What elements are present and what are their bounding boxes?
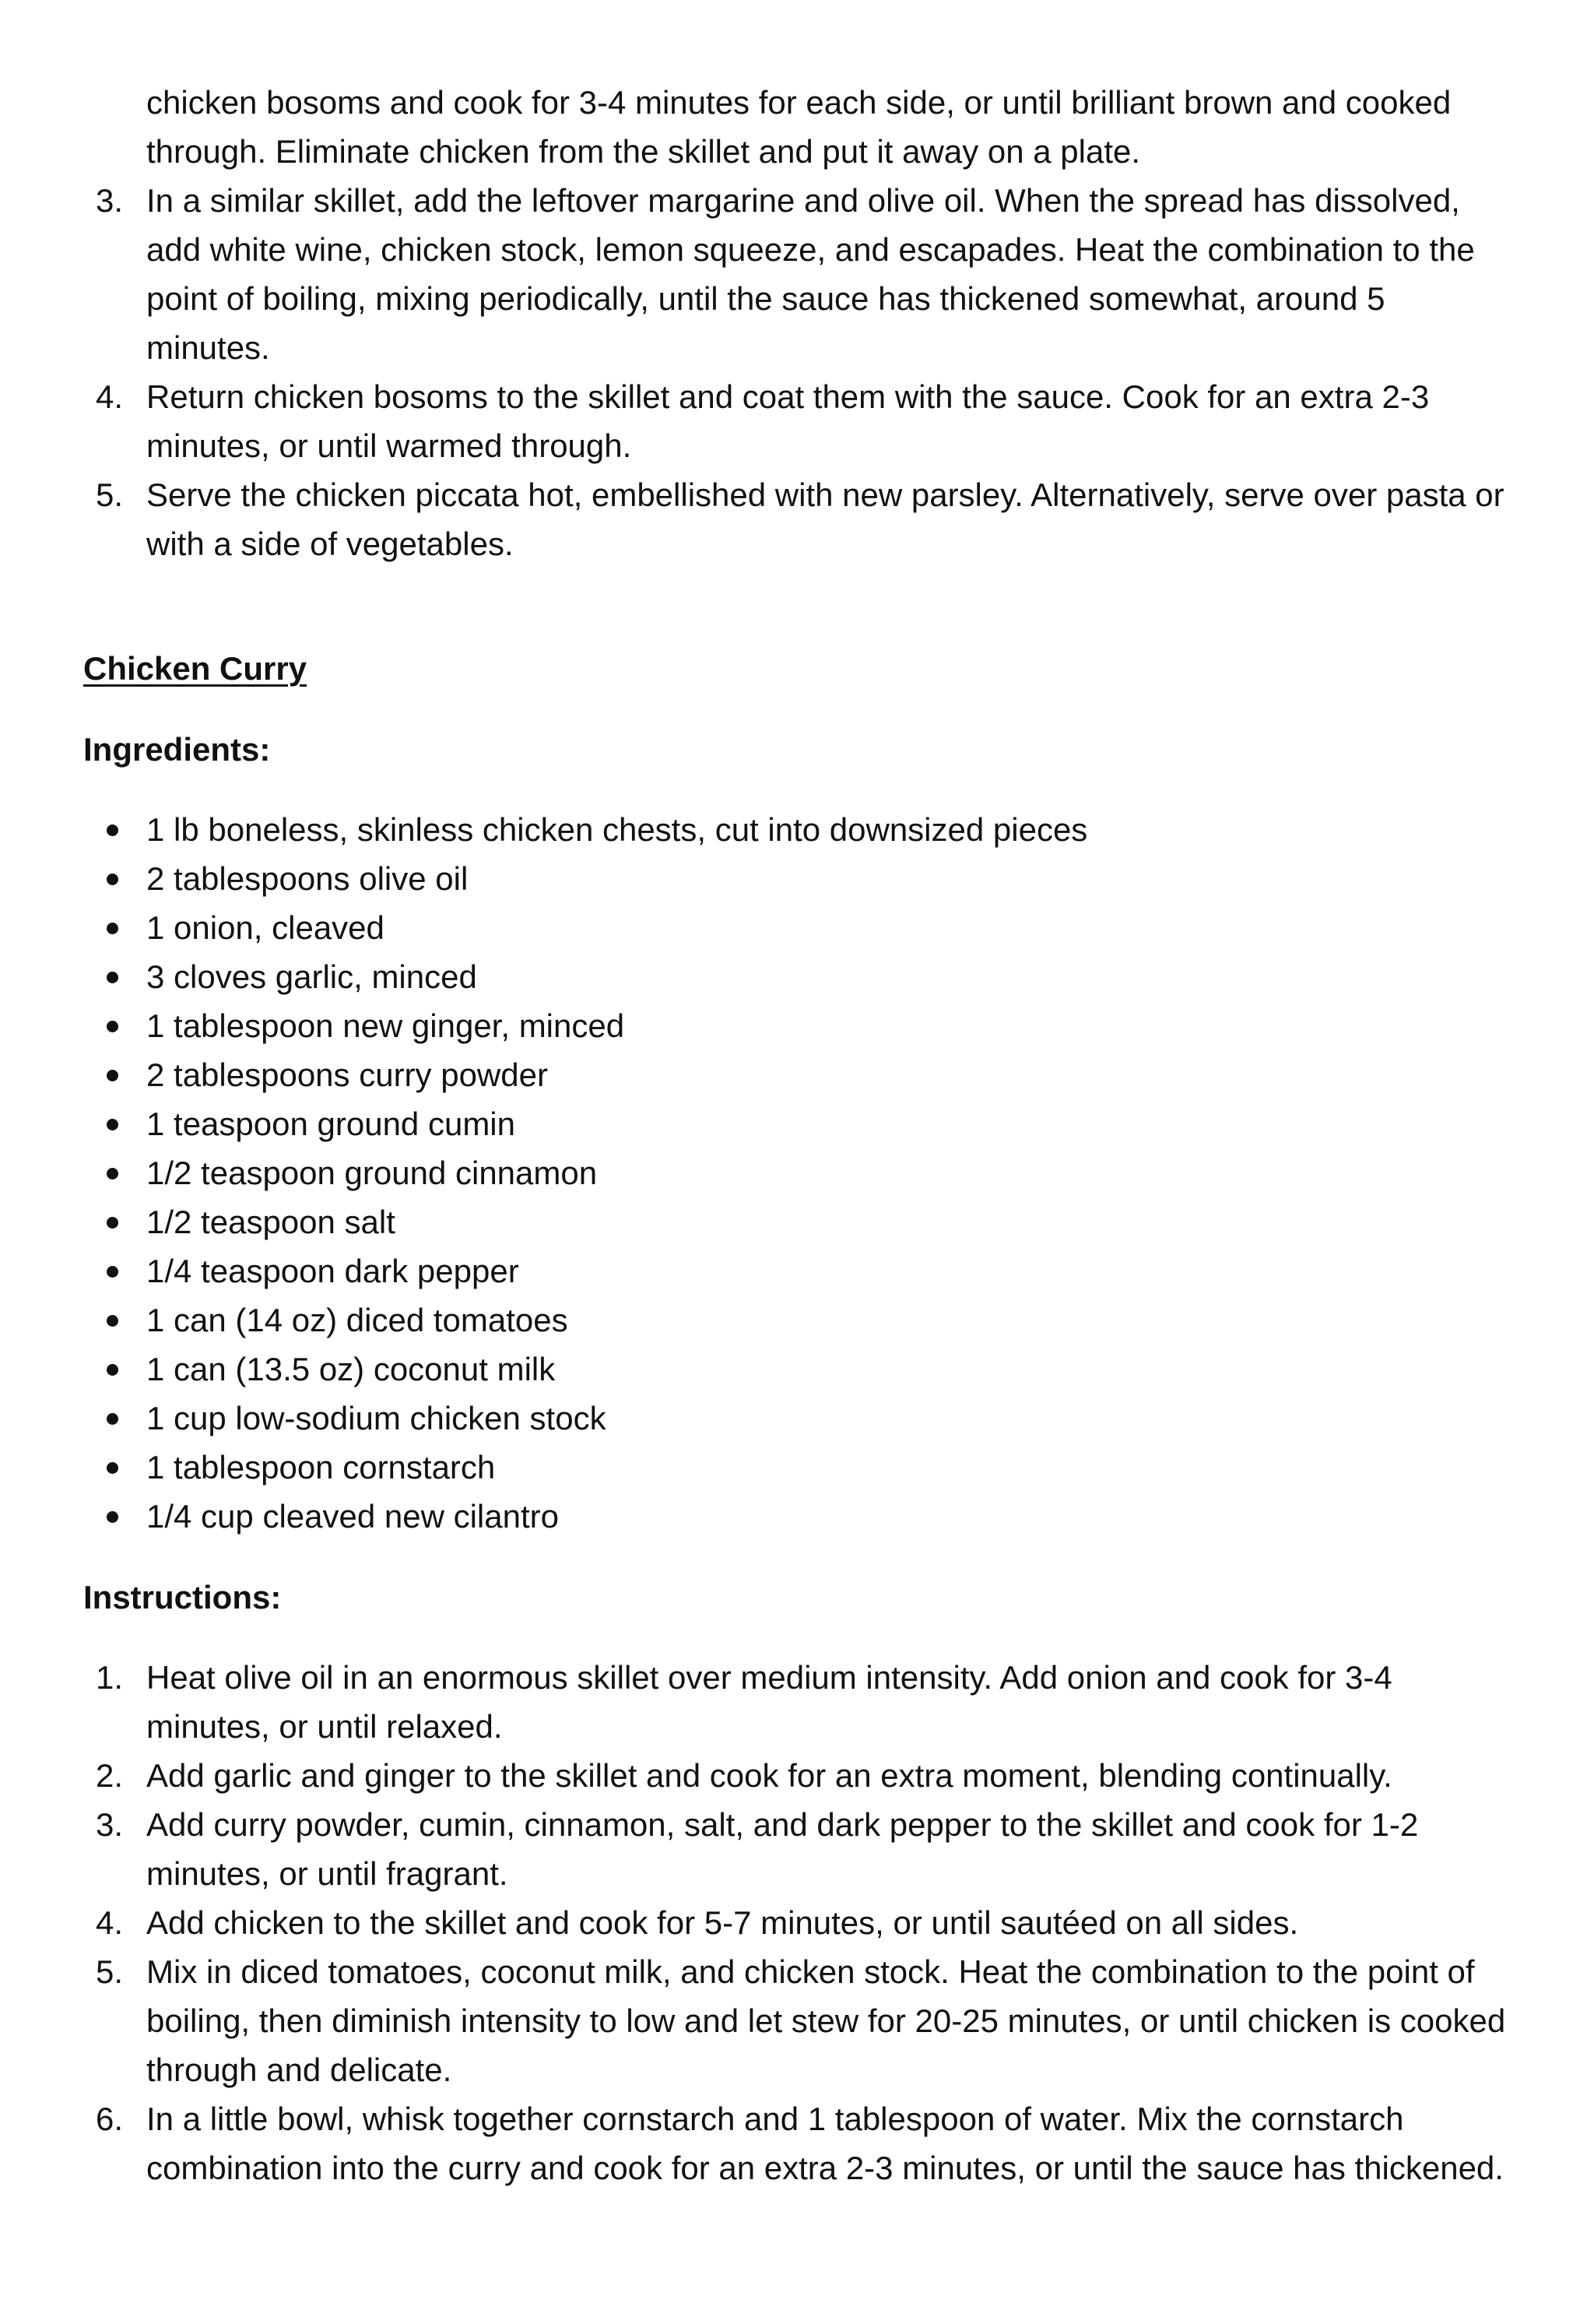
- recipe-title: Chicken Curry: [83, 650, 307, 687]
- bullet-icon: [107, 1364, 118, 1376]
- ingredients-list: [83, 805, 1515, 1541]
- list-item: [83, 805, 1515, 854]
- list-number: 5.: [96, 1953, 124, 1990]
- bullet-icon: [107, 824, 118, 836]
- list-item: [83, 470, 1515, 568]
- list-item: [83, 1148, 1515, 1197]
- list-item-text: In a little bowl, whisk together cornstarch and 1 tablespoon of water. Mix the cornstarch combination into the curry and cook for an extra 2-3 minutes, or until the sauce has thickened.: [146, 2101, 1504, 2186]
- list-item: [83, 903, 1515, 952]
- list-item: [83, 1197, 1515, 1246]
- ingredient-text: 1 tablespoon new ginger, minced: [146, 1007, 625, 1044]
- ingredient-text: 1/2 teaspoon ground cinnamon: [146, 1155, 598, 1191]
- bullet-icon: [107, 1413, 118, 1425]
- list-number: 3.: [96, 1806, 124, 1843]
- list-item: [83, 1653, 1515, 1751]
- bullet-icon: [107, 972, 118, 983]
- document-page: [83, 78, 1515, 2192]
- ingredient-text: 3 cloves garlic, minced: [146, 958, 477, 995]
- previous-instructions-list: [83, 78, 1515, 568]
- list-item-text: chicken bosoms and cook for 3-4 minutes for each side, or until brilliant brown and cooked through. Eliminate chicken from the skillet and put it away on a plate.: [146, 84, 1452, 170]
- list-number: 5.: [96, 476, 124, 513]
- bullet-icon: [107, 1315, 118, 1327]
- ingredient-text: 1/4 cup cleaved new cilantro: [146, 1498, 559, 1535]
- list-item-text: Heat olive oil in an enormous skillet over medium intensity. Add onion and cook for 3-4 minutes, or until relaxed.: [146, 1659, 1392, 1745]
- list-item: [83, 1246, 1515, 1296]
- bullet-icon: [107, 874, 118, 885]
- list-item: [83, 1050, 1515, 1099]
- instructions-heading: Instructions:: [83, 1579, 282, 1616]
- list-number: 6.: [96, 2101, 124, 2137]
- list-item: [83, 1394, 1515, 1443]
- list-item-text: Add chicken to the skillet and cook for 5-7 minutes, or until sautéed on all sides.: [146, 1904, 1299, 1941]
- ingredient-text: 1 tablespoon cornstarch: [146, 1449, 496, 1485]
- bullet-icon: [107, 1266, 118, 1278]
- ingredient-text: 2 tablespoons curry powder: [146, 1057, 548, 1093]
- bullet-icon: [107, 1217, 118, 1229]
- list-item: [83, 2094, 1515, 2192]
- ingredient-text: 2 tablespoons olive oil: [146, 860, 469, 897]
- list-item-text: In a similar skillet, add the leftover margarine and olive oil. When the spread has dissolved, add white wine, chicken stock, lemon squeeze, and escapades. Heat the combination to the point of boiling, mixing periodically, until the sauce has thickened somewhat, around 5 minutes.: [146, 182, 1475, 366]
- bullet-icon: [107, 1070, 118, 1081]
- bullet-icon: [107, 1168, 118, 1180]
- list-item: [83, 952, 1515, 1001]
- bullet-icon: [107, 1511, 118, 1523]
- bullet-icon: [107, 1462, 118, 1474]
- list-item: [83, 1345, 1515, 1394]
- ingredient-text: 1/2 teaspoon salt: [146, 1204, 395, 1240]
- list-item: [83, 1492, 1515, 1541]
- list-item: [83, 854, 1515, 903]
- list-item: [83, 1898, 1515, 1947]
- ingredient-text: 1 can (13.5 oz) coconut milk: [146, 1351, 556, 1387]
- ingredient-text: 1 lb boneless, skinless chicken chests, cut into downsized pieces: [146, 811, 1088, 848]
- list-item-text: Return chicken bosoms to the skillet and coat them with the sauce. Cook for an extra 2-3 minutes, or until warmed through.: [146, 378, 1430, 464]
- ingredient-text: 1 can (14 oz) diced tomatoes: [146, 1302, 568, 1338]
- list-number: 3.: [96, 182, 124, 219]
- ingredient-text: 1 onion, cleaved: [146, 909, 384, 946]
- list-number: 2.: [96, 1757, 124, 1794]
- list-item: [83, 1443, 1515, 1492]
- bullet-icon: [107, 1119, 118, 1130]
- list-item: [83, 1751, 1515, 1800]
- list-item: [83, 78, 1515, 176]
- list-number: 4.: [96, 1904, 124, 1941]
- list-item-text: Mix in diced tomatoes, coconut milk, and chicken stock. Heat the combination to the point of boiling, then diminish intensity to low and let stew for 20-25 minutes, or until chicken is cooked through and delicate.: [146, 1953, 1506, 2088]
- list-item: [83, 1296, 1515, 1345]
- list-number: 1.: [96, 1659, 124, 1696]
- instructions-list: [83, 1653, 1515, 2192]
- bullet-icon: [107, 1021, 118, 1032]
- list-item: [83, 1947, 1515, 2094]
- ingredient-text: 1 cup low-sodium chicken stock: [146, 1400, 606, 1436]
- list-item: [83, 372, 1515, 470]
- list-item-text: Add garlic and ginger to the skillet and cook for an extra moment, blending continually.: [146, 1757, 1392, 1794]
- bullet-icon: [107, 923, 118, 934]
- ingredient-text: 1/4 teaspoon dark pepper: [146, 1253, 519, 1289]
- ingredients-heading: Ingredients:: [83, 731, 271, 768]
- list-item: [83, 176, 1515, 372]
- list-item-text: Serve the chicken piccata hot, embellished with new parsley. Alternatively, serve over pasta or with a side of vegetables.: [146, 476, 1504, 562]
- list-item: [83, 1001, 1515, 1050]
- ingredient-text: 1 teaspoon ground cumin: [146, 1106, 515, 1142]
- list-item-text: Add curry powder, cumin, cinnamon, salt, and dark pepper to the skillet and cook for 1-2 minutes, or until fragrant.: [146, 1806, 1419, 1892]
- list-item: [83, 1099, 1515, 1148]
- list-number: 4.: [96, 378, 124, 415]
- list-item: [83, 1800, 1515, 1898]
